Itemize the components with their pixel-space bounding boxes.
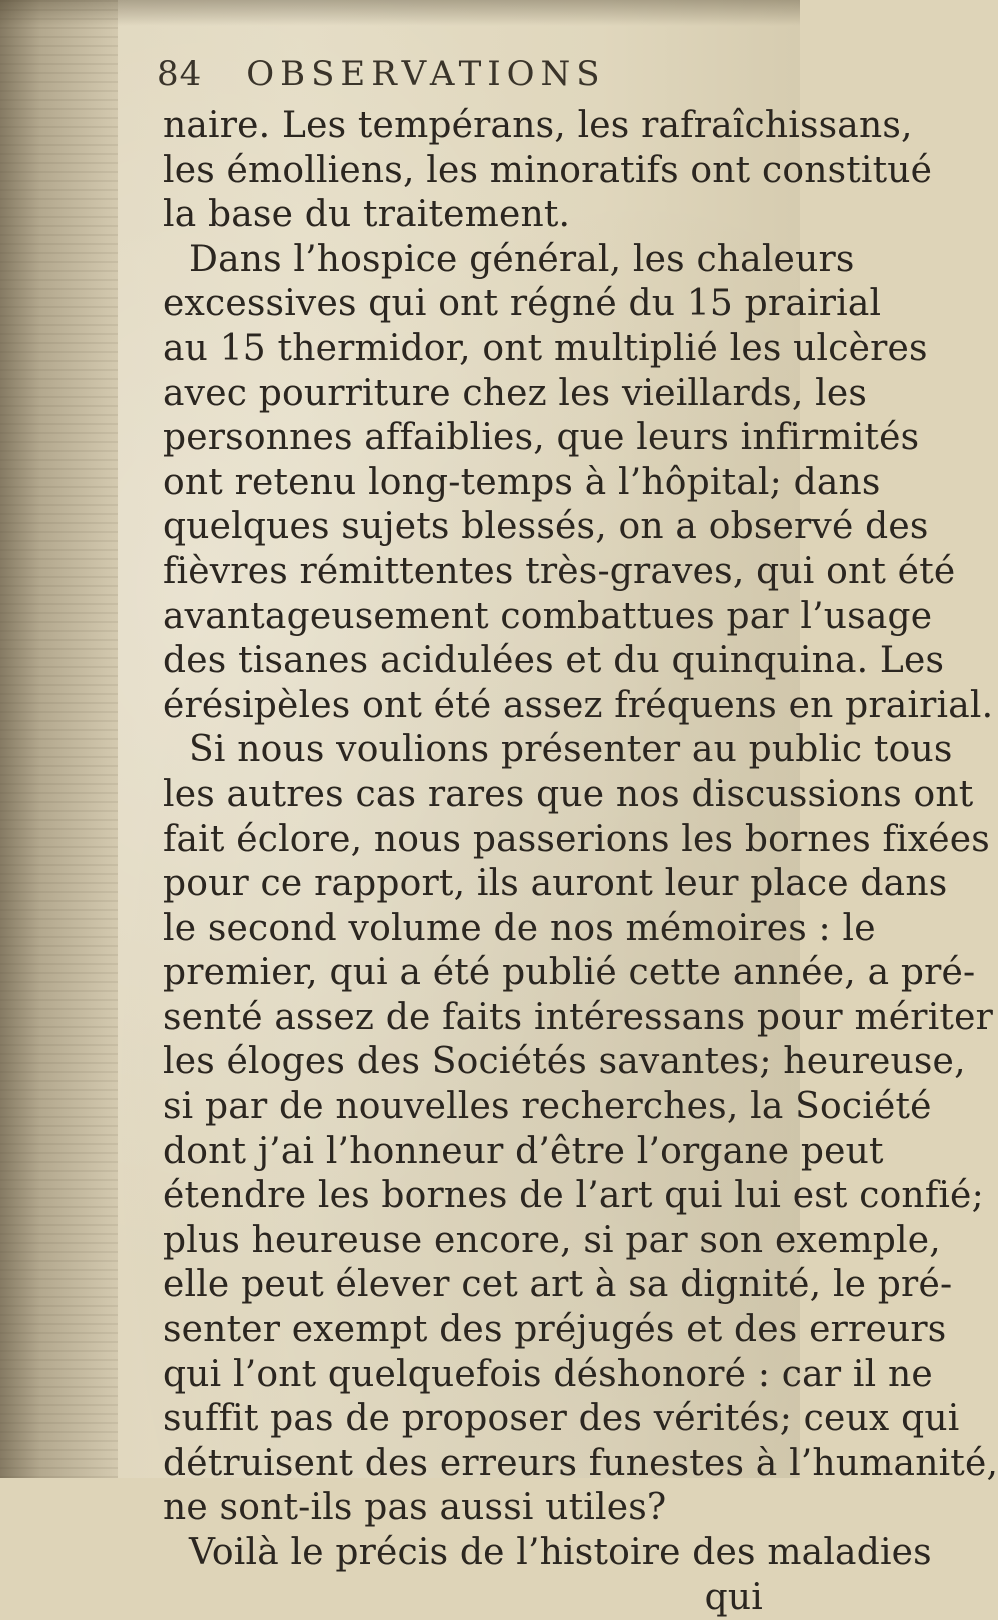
- text-line: la base du traitement.: [163, 194, 571, 236]
- text-line: si par de nouvelles recherches, la Société: [163, 1086, 932, 1128]
- paragraph-start-line: Dans l’hospice général, les chaleurs: [189, 238, 855, 280]
- text-line: érésipèles ont été assez fréquens en prairial.: [163, 684, 994, 726]
- text-line: le second volume de nos mémoires : le: [163, 907, 876, 949]
- text-line: ne sont-ils pas aussi utiles?: [163, 1487, 667, 1529]
- text-line: avec pourriture chez les vieillards, les: [163, 372, 868, 414]
- body-text: [163, 104, 998, 1620]
- text-line: suffit pas de proposer des vérités; ceux qui: [163, 1398, 960, 1440]
- text-line: elle peut élever cet art à sa dignité, le pré-: [163, 1264, 953, 1306]
- text-line: senté assez de faits intéressans pour mériter: [163, 996, 993, 1038]
- text-line: plus heureuse encore, si par son exemple,: [163, 1219, 941, 1261]
- text-line: qui l’ont quelquefois déshonoré : car il ne: [163, 1353, 933, 1395]
- paragraph-start-line: Si nous voulions présenter au public tous: [189, 729, 953, 771]
- text-line: étendre les bornes de l’art qui lui est confié;: [163, 1175, 984, 1217]
- text-line: quelques sujets blessés, on a observé des: [163, 506, 929, 548]
- text-line: senter exempt des préjugés et des erreurs: [163, 1309, 947, 1351]
- page-number: 84: [157, 54, 203, 94]
- text-line: excessives qui ont régné du 15 prairial: [163, 283, 882, 325]
- text-line: personnes affaiblies, que leurs infirmités: [163, 417, 920, 459]
- text-line: ont retenu long-temps à l’hôpital; dans: [163, 461, 881, 503]
- text-line: détruisent des erreurs funestes à l’humanité,: [163, 1442, 998, 1484]
- text-line: les émolliens, les minoratifs ont constitué: [163, 149, 933, 191]
- text-line: fait éclore, nous passerions les bornes fixées: [163, 818, 990, 860]
- text-line: les autres cas rares que nos discussions ont: [163, 773, 974, 815]
- running-header: [157, 54, 717, 94]
- text-line: des tisanes acidulées et du quinquina. Les: [163, 640, 945, 682]
- page-top-shadow: [0, 0, 800, 26]
- text-line: au 15 thermidor, ont multiplié les ulcères: [163, 327, 928, 369]
- text-line: dont j’ai l’honneur d’être l’organe peut: [163, 1130, 884, 1172]
- running-title: OBSERVATIONS: [246, 54, 606, 94]
- page-gutter-edge: [0, 0, 118, 1478]
- paragraph-start-line: Voilà le précis de l’histoire des maladies: [189, 1532, 932, 1573]
- text-line: les éloges des Sociétés savantes; heureuse,: [163, 1041, 966, 1083]
- text-line: avantageusement combattues par l’usage: [163, 595, 933, 637]
- text-line: naire. Les tempérans, les rafraîchissans,: [163, 105, 913, 146]
- catchword: qui: [704, 1576, 763, 1618]
- text-line: pour ce rapport, ils auront leur place dans: [163, 863, 948, 905]
- text-line: premier, qui a été publié cette année, a pré-: [163, 952, 976, 994]
- text-line: fièvres rémittentes très-graves, qui ont été: [163, 550, 956, 592]
